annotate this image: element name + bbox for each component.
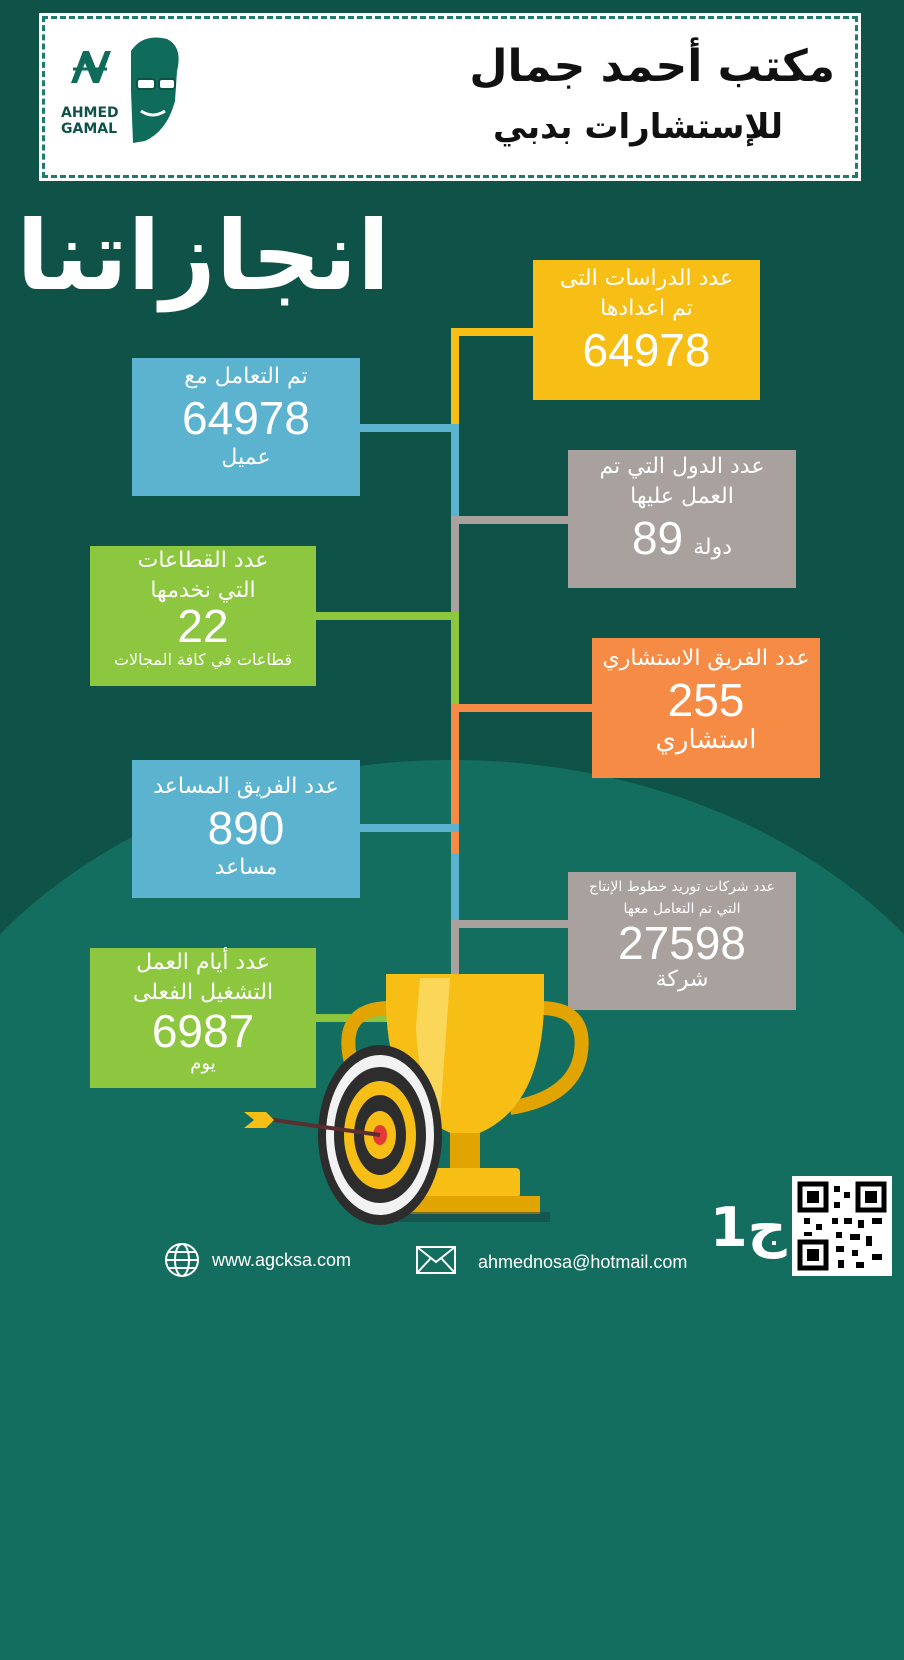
connector-line: [451, 920, 569, 928]
stat-value: 27598: [618, 917, 746, 969]
stat-unit: استشاري: [655, 725, 757, 755]
page-number: ج1: [710, 1196, 787, 1259]
qr-code: [792, 1176, 892, 1276]
email-link[interactable]: ahmednosa@hotmail.com: [478, 1252, 688, 1272]
connector-line: [451, 328, 535, 336]
stat-value: 890: [207, 802, 285, 854]
stat-label: عدد الفريق المساعد: [153, 774, 339, 799]
page-subtitle: للإستشارات بدبي: [492, 107, 783, 147]
stat-unit: قطاعات في كافة المجالات: [113, 650, 293, 669]
stat-label: تم التعامل مع: [184, 364, 308, 389]
stat-countries: [568, 450, 796, 588]
connector-line: [451, 516, 459, 612]
header-card: [42, 16, 858, 178]
connector-line: [451, 612, 459, 708]
stat-consultants: [592, 638, 820, 778]
stat-label: عدد القطاعات التي نخدمها: [137, 548, 269, 603]
stat-assistants: [132, 760, 360, 898]
connector-line: [316, 612, 459, 620]
website-link[interactable]: www.agcksa.com: [212, 1250, 352, 1270]
page-title: مكتب أحمد جمال: [469, 41, 835, 92]
connector-line: [451, 516, 569, 524]
achievements-heading: انجازاتنا: [16, 200, 390, 312]
stat-unit: يوم: [190, 1053, 216, 1074]
connector-line: [451, 328, 459, 424]
stat-unit: شركة: [655, 967, 709, 992]
stat-label: عدد الدول التي تم العمل عليها: [599, 454, 765, 509]
envelope-icon: [416, 1246, 456, 1274]
stat-unit: عميل: [221, 445, 271, 470]
connector-line: [451, 424, 459, 520]
stat-value: 6987: [151, 1005, 255, 1057]
target-illustration: [240, 1040, 470, 1230]
stat-suppliers: [568, 872, 796, 1010]
stat-value: 255: [667, 674, 745, 726]
stat-label: عدد شركات توريد خطوط الإنتاج التي تم التعامل معها: [588, 879, 776, 917]
stat-value: 22: [177, 600, 229, 652]
stat-sectors: [90, 546, 316, 686]
connector-line: [451, 854, 459, 924]
stat-label: عدد الدراسات التى تم اعدادها: [559, 266, 734, 321]
stat-value-number: 89: [631, 512, 684, 564]
stat-unit: مساعد: [214, 855, 278, 880]
stat-unit: دولة: [693, 535, 733, 560]
connector-line: [360, 424, 459, 432]
stat-value: 64978: [182, 392, 310, 444]
logo-icon: [67, 47, 113, 87]
stat-value: 64978: [582, 324, 711, 376]
globe-icon: [164, 1242, 200, 1278]
avatar: [123, 31, 183, 151]
stat-studies: [533, 260, 760, 400]
stat-label: عدد أيام العمل التشغيل الفعلى: [132, 950, 274, 1005]
connector-line: [451, 704, 593, 712]
stat-label: عدد الفريق الاستشاري: [602, 646, 810, 671]
stat-clients: [132, 358, 360, 496]
logo-text: AHMED GAMAL: [61, 105, 119, 137]
stat-value: [568, 512, 796, 564]
connector-line: [360, 824, 459, 832]
